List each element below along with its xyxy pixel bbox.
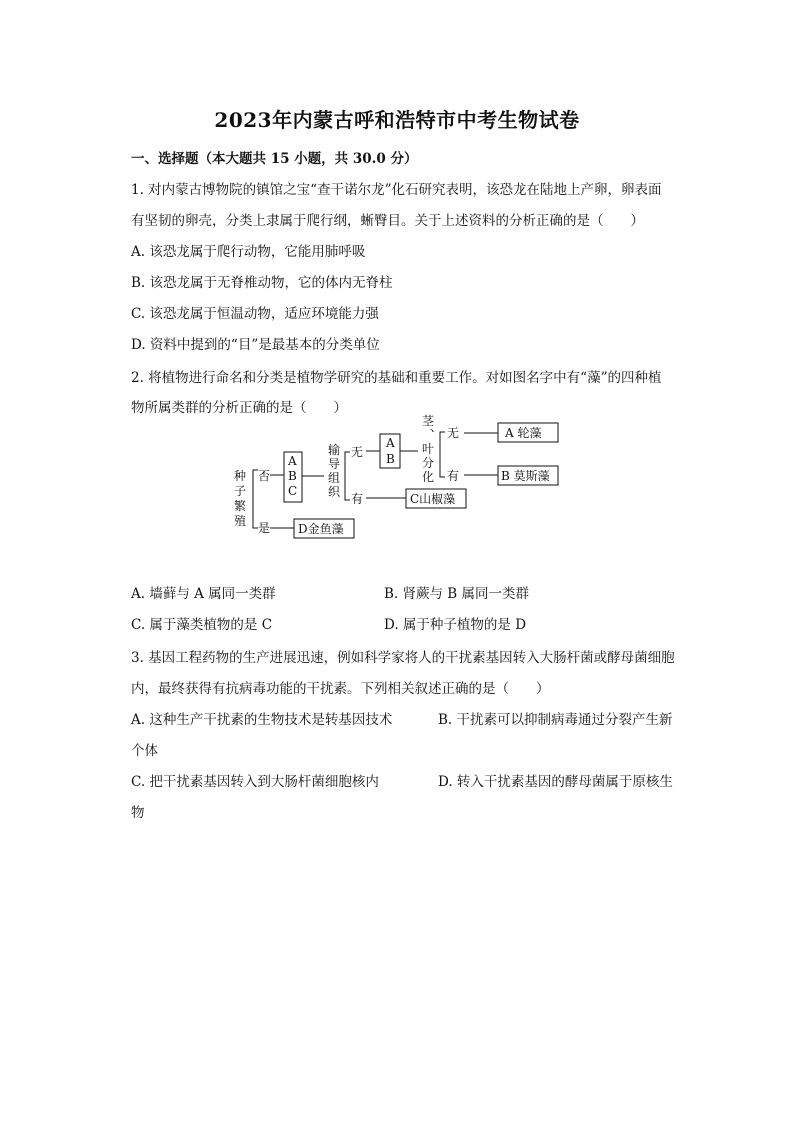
seed-label-3: 繁 — [234, 499, 247, 513]
q1-option-b: B. 该恐龙属于无脊椎动物，它的体内无脊柱 — [131, 275, 393, 291]
vascular-no-label: 无 — [351, 445, 364, 459]
q1-stem-line-1: 1. 对内蒙古博物院的镇馆之宝“查干诺尔龙”化石研究表明，该恐龙在陆地上产卵，卵表面 — [131, 182, 662, 198]
q2-stem-line-1: 2. 将植物进行命名和分类是植物学研究的基础和重要工作。对如图名字中有“藻”的四种植 — [131, 370, 662, 386]
leaf-c-label: C山椒藻 — [410, 492, 456, 506]
q2-option-b: B. 肾蕨与 B 属同一类群 — [384, 586, 530, 602]
vascular-label-4: 织 — [328, 485, 341, 499]
leaf-d-label: D金鱼藻 — [298, 522, 344, 536]
seed-yes-label: 是 — [258, 521, 271, 535]
box-abc-a: A — [288, 454, 297, 468]
q1-option-c: C. 该恐龙属于恒温动物，适应环境能力强 — [131, 306, 379, 322]
q2-option-d: D. 属于种子植物的是 D — [384, 617, 527, 633]
stem-leaf-label-2: 、 — [430, 420, 443, 434]
seed-no-label: 否 — [258, 469, 271, 483]
seed-label-1: 种 — [234, 469, 247, 483]
q2-stem-line-2: 物所属类群的分析正确的是（ ） — [131, 400, 347, 416]
classification-key-svg — [220, 414, 570, 544]
leaf-b-label: B 莫斯藻 — [501, 469, 550, 483]
stem-leaf-label-1: 茎 — [422, 414, 435, 428]
box-abc-c: C — [288, 484, 298, 498]
q3-option-c: C. 把干扰素基因转入到大肠杆菌细胞核内 — [131, 774, 379, 790]
vascular-bracket — [345, 452, 350, 500]
q3-stem-line-2: 内，最终获得有抗病毒功能的干扰素。下列相关叙述正确的是（ ） — [131, 681, 550, 697]
stem-leaf-label-4: 分 — [422, 456, 435, 470]
q1-option-a: A. 该恐龙属于爬行动物，它能用肺呼吸 — [131, 244, 366, 260]
q2-option-a: A. 墙藓与 A 属同一类群 — [131, 586, 276, 602]
q2-option-c: C. 属于藻类植物的是 C — [131, 617, 273, 633]
leaf-a-label: A 轮藻 — [505, 426, 542, 440]
box-ab-a: A — [386, 436, 395, 450]
q3-option-a: A. 这种生产干扰素的生物技术是转基因技术 — [131, 712, 393, 728]
q3-stem-line-1: 3. 基因工程药物的生产进展迅速，例如科学家将人的干扰素基因转入大肠杆菌或酵母菌细胞 — [131, 650, 675, 666]
section-heading: 一、选择题（本大题共 15 小题，共 30.0 分） — [131, 151, 418, 167]
q1-stem-line-2: 有坚韧的卵壳，分类上隶属于爬行纲，蜥臀目。关于上述资料的分析正确的是（ ） — [131, 213, 644, 229]
stem-leaf-yes-label: 有 — [447, 469, 460, 483]
q3-option-b-cont: 个体 — [131, 743, 158, 759]
vascular-label-1: 输 — [328, 443, 341, 457]
stem-leaf-label-3: 叶 — [422, 442, 435, 456]
classification-diagram — [220, 414, 570, 544]
seed-label-4: 殖 — [234, 514, 247, 528]
stem-leaf-label-5: 化 — [422, 470, 435, 484]
box-ab-b: B — [386, 452, 395, 466]
vascular-yes-label: 有 — [351, 492, 364, 506]
q3-option-d: D. 转入干扰素基因的酵母菌属于原核生 — [438, 774, 673, 790]
q3-option-b: B. 干扰素可以抑制病毒通过分裂产生新 — [438, 712, 673, 728]
page-title: 2023年内蒙古呼和浩特市中考生物试卷 — [214, 108, 580, 132]
stem-leaf-no-label: 无 — [447, 426, 460, 440]
vascular-label-3: 组 — [328, 471, 341, 485]
seed-label-2: 子 — [234, 484, 247, 498]
vascular-label-2: 导 — [328, 457, 341, 471]
q3-option-d-cont: 物 — [131, 805, 145, 821]
box-abc-b: B — [288, 469, 297, 483]
stem-leaf-bracket — [440, 432, 445, 477]
q1-option-d: D. 资料中提到的“目”是最基本的分类单位 — [131, 337, 380, 353]
